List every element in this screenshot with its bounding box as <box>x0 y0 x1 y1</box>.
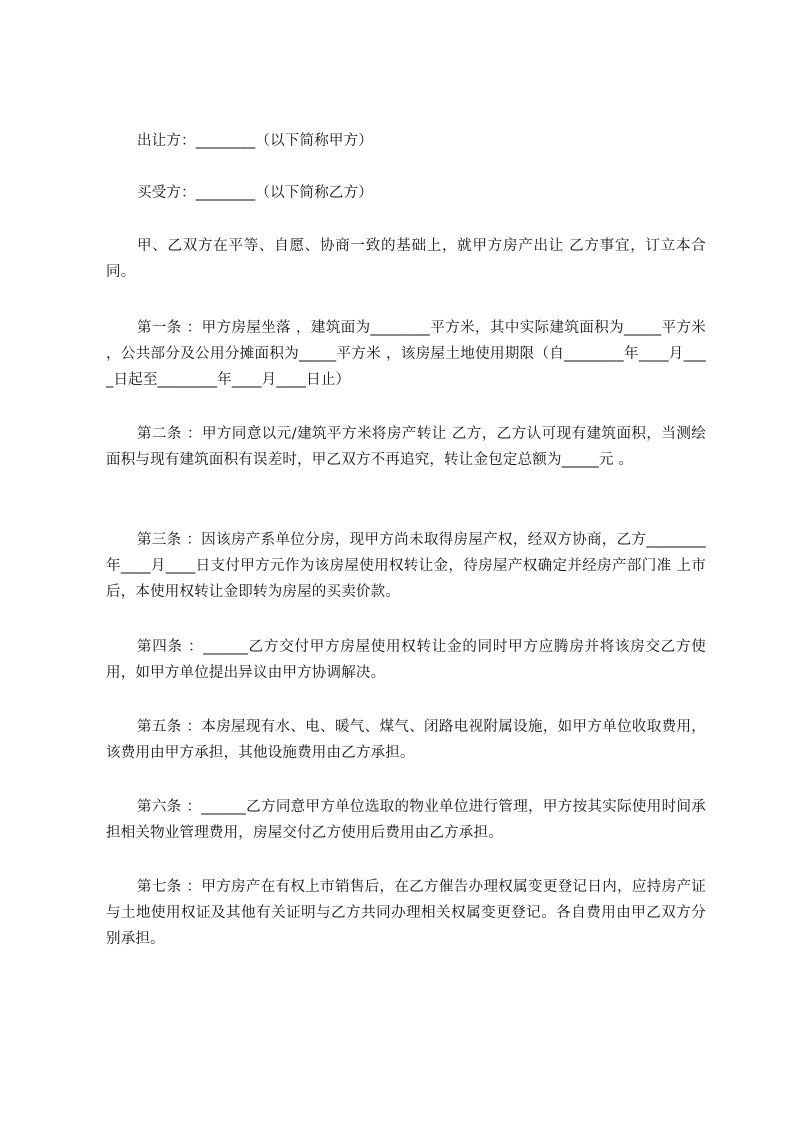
article-3: 第三条 ：因该房产系单位分房，现甲方尚未取得房屋产权，经双方协商，乙方________年____月____日支付甲方元作为该房屋使用权转让金，待房屋产权确定并经房产部门准 上市后，本使用权转让金即转为房屋的买卖价款。 <box>106 532 706 600</box>
preamble-paragraph: 甲、乙双方在平等、自愿、协商一致的基础上，就甲方房产出让 乙方事宜，订立本合同。 <box>106 238 706 280</box>
buyer-line: 买受方：________（以下简称乙方） <box>137 185 373 201</box>
article-6: 第六条 ：______乙方同意甲方单位选取的物业单位进行管理，甲方按其实际使用时间承担相关物业管理费用，房屋交付乙方使用后费用由乙方承担。 <box>106 799 706 841</box>
article-2: 第二条 ：甲方同意以元/建筑平方米将房产转让 乙方，乙方认可现有建筑面积，当测绘面积与现有建筑面积有误差时，甲乙双方不再追究，转让金包定总额为_____元 。 <box>106 426 706 468</box>
article-1: 第一条 ：甲方房屋坐落 ，建筑面为________平方米，其中实际建筑面积为_____平方米 ，公共部分及公用分摊面积为_____平方米 ，该房屋土地使用期限（自________年____月____日起至________年____月____日止） <box>106 320 711 388</box>
article-5: 第五条 ：本房屋现有水、电、暖气、煤气、闭路电视附属设施，如甲方单位收取费用，该费用由甲方承担，其他设施费用由乙方承担。 <box>106 719 706 761</box>
seller-line: 出让方：________（以下简称甲方） <box>137 133 373 149</box>
article-7: 第七条 ：甲方房产在有权上市销售后，在乙方催告办理权属变更登记日内，应持房产证与土地使用权证及其他有关证明与乙方共同办理相关权属变更登记。各自费用由甲乙双方分别承担。 <box>106 879 706 947</box>
article-4: 第四条 ：______乙方交付甲方房屋使用权转让金的同时甲方应腾房并将该房交乙方使用，如甲方单位提出异议由甲方协调解决。 <box>106 639 706 681</box>
